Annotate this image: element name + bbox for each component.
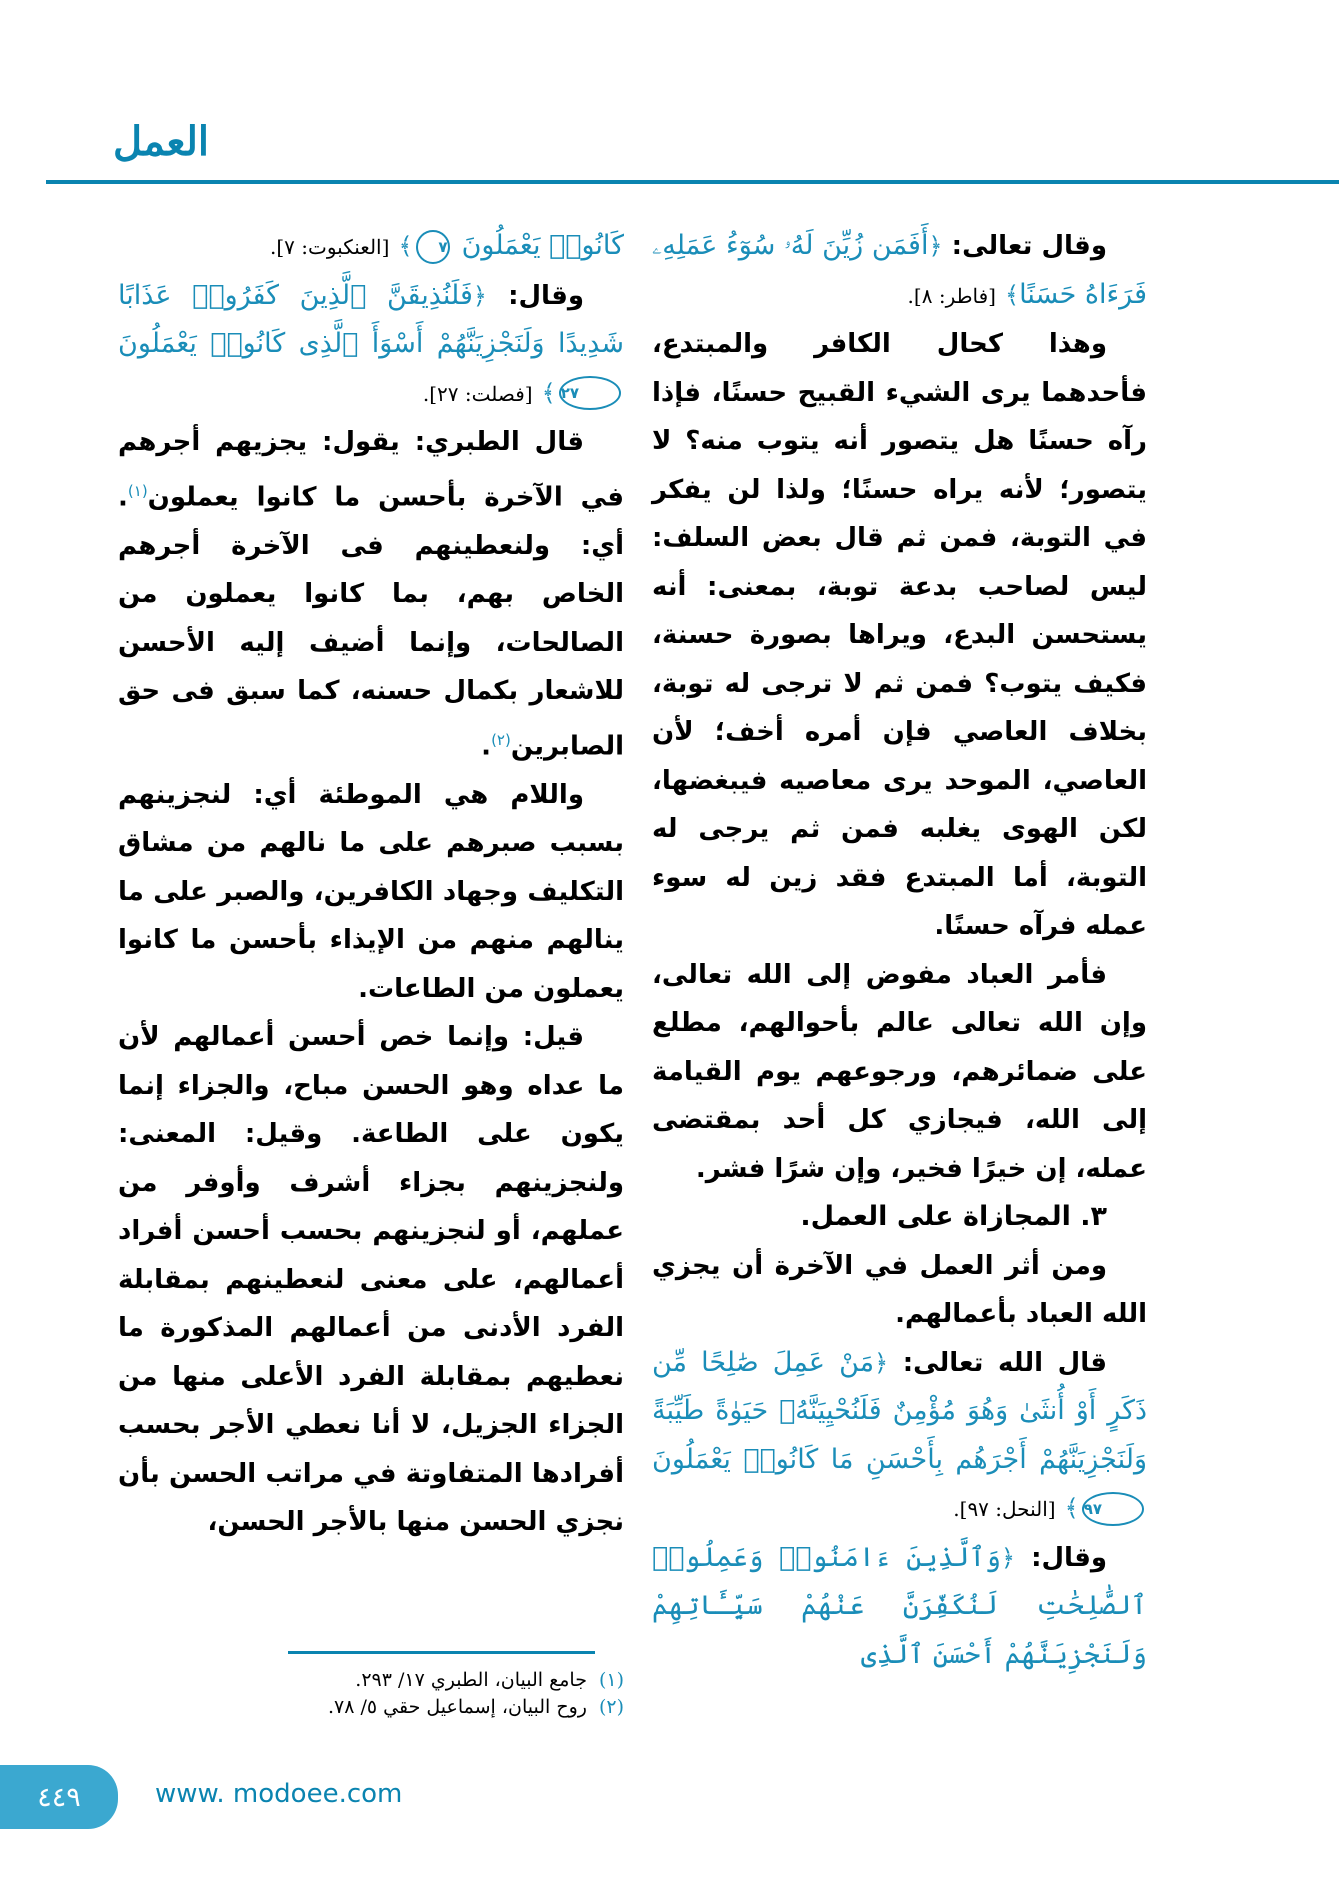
verse-intro: وقال: (508, 280, 584, 311)
paragraph-text: قال الطبري: يقول: يجزيهم أجرهم في الآخرة بأحسن ما كانوا يعملون (118, 427, 624, 513)
paragraph: ومن أثر العمل في الآخرة أن يجزي الله العباد بأعمالهم. (652, 1250, 1147, 1329)
paragraph (652, 1339, 1147, 1534)
ornate-bracket-open-icon: ﴿ (874, 1348, 889, 1377)
paragraph (652, 1534, 1147, 1680)
ornate-bracket-open-icon: ﴿ (472, 281, 487, 310)
quran-verse: فَلَنُذِيقَنَّ ٱلَّذِينَ كَفَرُوا۟ عَذَابًا شَدِيدًا وَلَنَجْزِيَنَّهُمْ أَسْوَأَ ٱلَّذِى كَانُوا۟ يَعْمَلُونَ (118, 279, 624, 359)
paragraph: فأمر العباد مفوض إلى الله تعالى، وإن الله تعالى عالم بأحوالهم، مطلع على ضمائرهم، ورجوعهم يوم القيامة إلى الله، فيجازي كل أحد بمقتضى عمله، إن خيرًا فخير، وإن شرًا فشر. (652, 959, 1147, 1184)
paragraph (118, 222, 624, 272)
right-column (652, 222, 1147, 1679)
paragraph (118, 272, 624, 419)
left-column (118, 222, 624, 1547)
verse-reference: [فصلت: ٢٧]. (422, 381, 533, 406)
ornate-bracket-close-icon: ﴾ (1005, 280, 1020, 309)
footnote-number: (٢) (598, 1696, 624, 1718)
footnote-number: (١) (598, 1669, 624, 1691)
paragraph: وهذا كحال الكافر والمبتدع، فأحدهما يرى الشيء القبيح حسنًا، فإذا رآه حسنًا هل يتصور أنه يتوب منه؟ لا يتصور؛ لأنه يراه حسنًا؛ ولذا لن يفكر في التوبة، فمن ثم قال بعض السلف: ليس لصاحب بدعة توبة، بمعنى: أنه يستحسن البدع، ويراها بصورة حسنة، فكيف يتوب؟ فمن ثم لا ترجى له توبة، بخلاف العاصي فإن أمره أخف؛ لأن العاصي، الموحد يرى معاصيه فيبغضها، لكن الهوى يغلبه فمن ثم يرجى له التوبة، أما المبتدع فقد زين له سوء عمله فرآه حسنًا. (652, 329, 1147, 941)
footnote-item (118, 1667, 624, 1694)
footnote-text: جامع البيان، الطبري ١٧/ ٢٩٣. (355, 1669, 587, 1691)
page-number: ٤٤٩ (37, 1781, 81, 1813)
verse-number-marker: ٢٧ (559, 376, 621, 410)
verse-reference: [العنكبوت: ٧]. (270, 235, 390, 259)
footnotes (118, 1667, 624, 1721)
ornate-bracket-open-icon: ﴿ (1001, 1543, 1016, 1572)
footnote-text: روح البيان، إسماعيل حقي ٥/ ٧٨. (327, 1696, 587, 1718)
quran-verse: أَفَمَن زُيِّنَ لَهُۥ سُوٓءُ عَمَلِهِۦ فَرَءَاهُ حَسَنًا (652, 230, 1147, 310)
verse-reference: [النحل: ٩٧]. (953, 1497, 1056, 1521)
ornate-bracket-close-icon: ﴾ (398, 232, 413, 260)
ornate-bracket-close-icon: ﴾ (1064, 1494, 1079, 1522)
section-heading: ٣. المجازاة على العمل. (800, 1201, 1107, 1232)
verse-intro: وقال تعالى: (951, 231, 1107, 261)
verse-reference: [فاطر: ٨]. (907, 283, 996, 308)
footnote-item (118, 1694, 624, 1721)
paragraph (118, 418, 624, 771)
page-number-badge (0, 1765, 118, 1829)
website-link[interactable]: www. modoee.com (155, 1779, 403, 1809)
header-divider (46, 180, 1339, 184)
paragraph-text: . (481, 731, 492, 762)
quran-verse: مَنْ عَمِلَ صَٰلِحًا مِّن ذَكَرٍ أَوْ أُنثَىٰ وَهُوَ مُؤْمِنٌ فَلَنُحْيِيَنَّهُۥ حَيَوٰةً طَيِّبَةً وَلَنَجْزِيَنَّهُمْ أَجْرَهُم بِأَحْسَنِ مَا كَانُوا۟ يَعْمَلُونَ (652, 1346, 1147, 1475)
footnote-ref-1[interactable]: (١) (127, 481, 148, 500)
paragraph: واللام هي الموطئة أي: لنجزينهم بسبب صبرهم على ما نالهم من مشاق التكليف وجهاد الكافرين، والصبر على ما ينالهم منهم من الإيذاء بأحسن ما كانوا يعملون من الطاعات. (118, 779, 624, 1004)
verse-number-marker: ٩٧ (1082, 1492, 1144, 1526)
paragraph: قيل: وإنما خص أحسن أعمالهم لأن ما عداه وهو الحسن مباح، والجزاء إنما يكون على الطاعة. وقيل: المعنى: ولنجزينهم بجزاء أشرف وأوفر من عملهم، أو لنجزينهم بحسب أحسن أفراد أعمالهم، على معنى لنعطينهم بمقابلة الفرد الأدنى من أعمالهم المذكورة ما نعطيهم بمقابلة الفرد الأعلى منها من الجزاء الجزيل، لا أنا نعطي الأجر بحسب أفرادها المتفاوتة في مراتب الحسن بأن نجزي الحسن منها بالأجر الحسن، (118, 1022, 624, 1538)
verse-number-marker: ٧ (416, 230, 450, 264)
chapter-title: العمل (113, 118, 210, 165)
paragraph-text: . أي: ولنعطينهم فى الآخرة أجرهم الخاص بهم، بما كانوا يعملون من الصالحات، وإنما أضيف إليه الأحسن للاشعار بكمال حسنه، كما سبق فى حق الصابرين (118, 482, 624, 762)
footnote-ref-2[interactable]: (٢) (491, 730, 511, 749)
verse-intro: قال الله تعالى: (902, 1347, 1107, 1378)
quran-verse: كَانُوا۟ يَعْمَلُونَ (461, 230, 624, 261)
ornate-bracket-close-icon: ﴾ (541, 378, 556, 407)
paragraph (652, 222, 1147, 320)
ornate-bracket-open-icon: ﴿ (928, 232, 943, 260)
verse-intro: وقال: (1031, 1542, 1107, 1573)
quran-verse: وَٱلَّذِينَ ءَامَنُوا۟ وَعَمِلُوا۟ ٱلصَّٰلِحَٰتِ لَنُكَفِّرَنَّ عَنْهُمْ سَيِّـَٔاتِهِمْ وَلَنَجْزِيَنَّهُمْ أَحْسَنَ ٱلَّذِى (652, 1541, 1147, 1670)
footnote-divider (288, 1651, 595, 1654)
